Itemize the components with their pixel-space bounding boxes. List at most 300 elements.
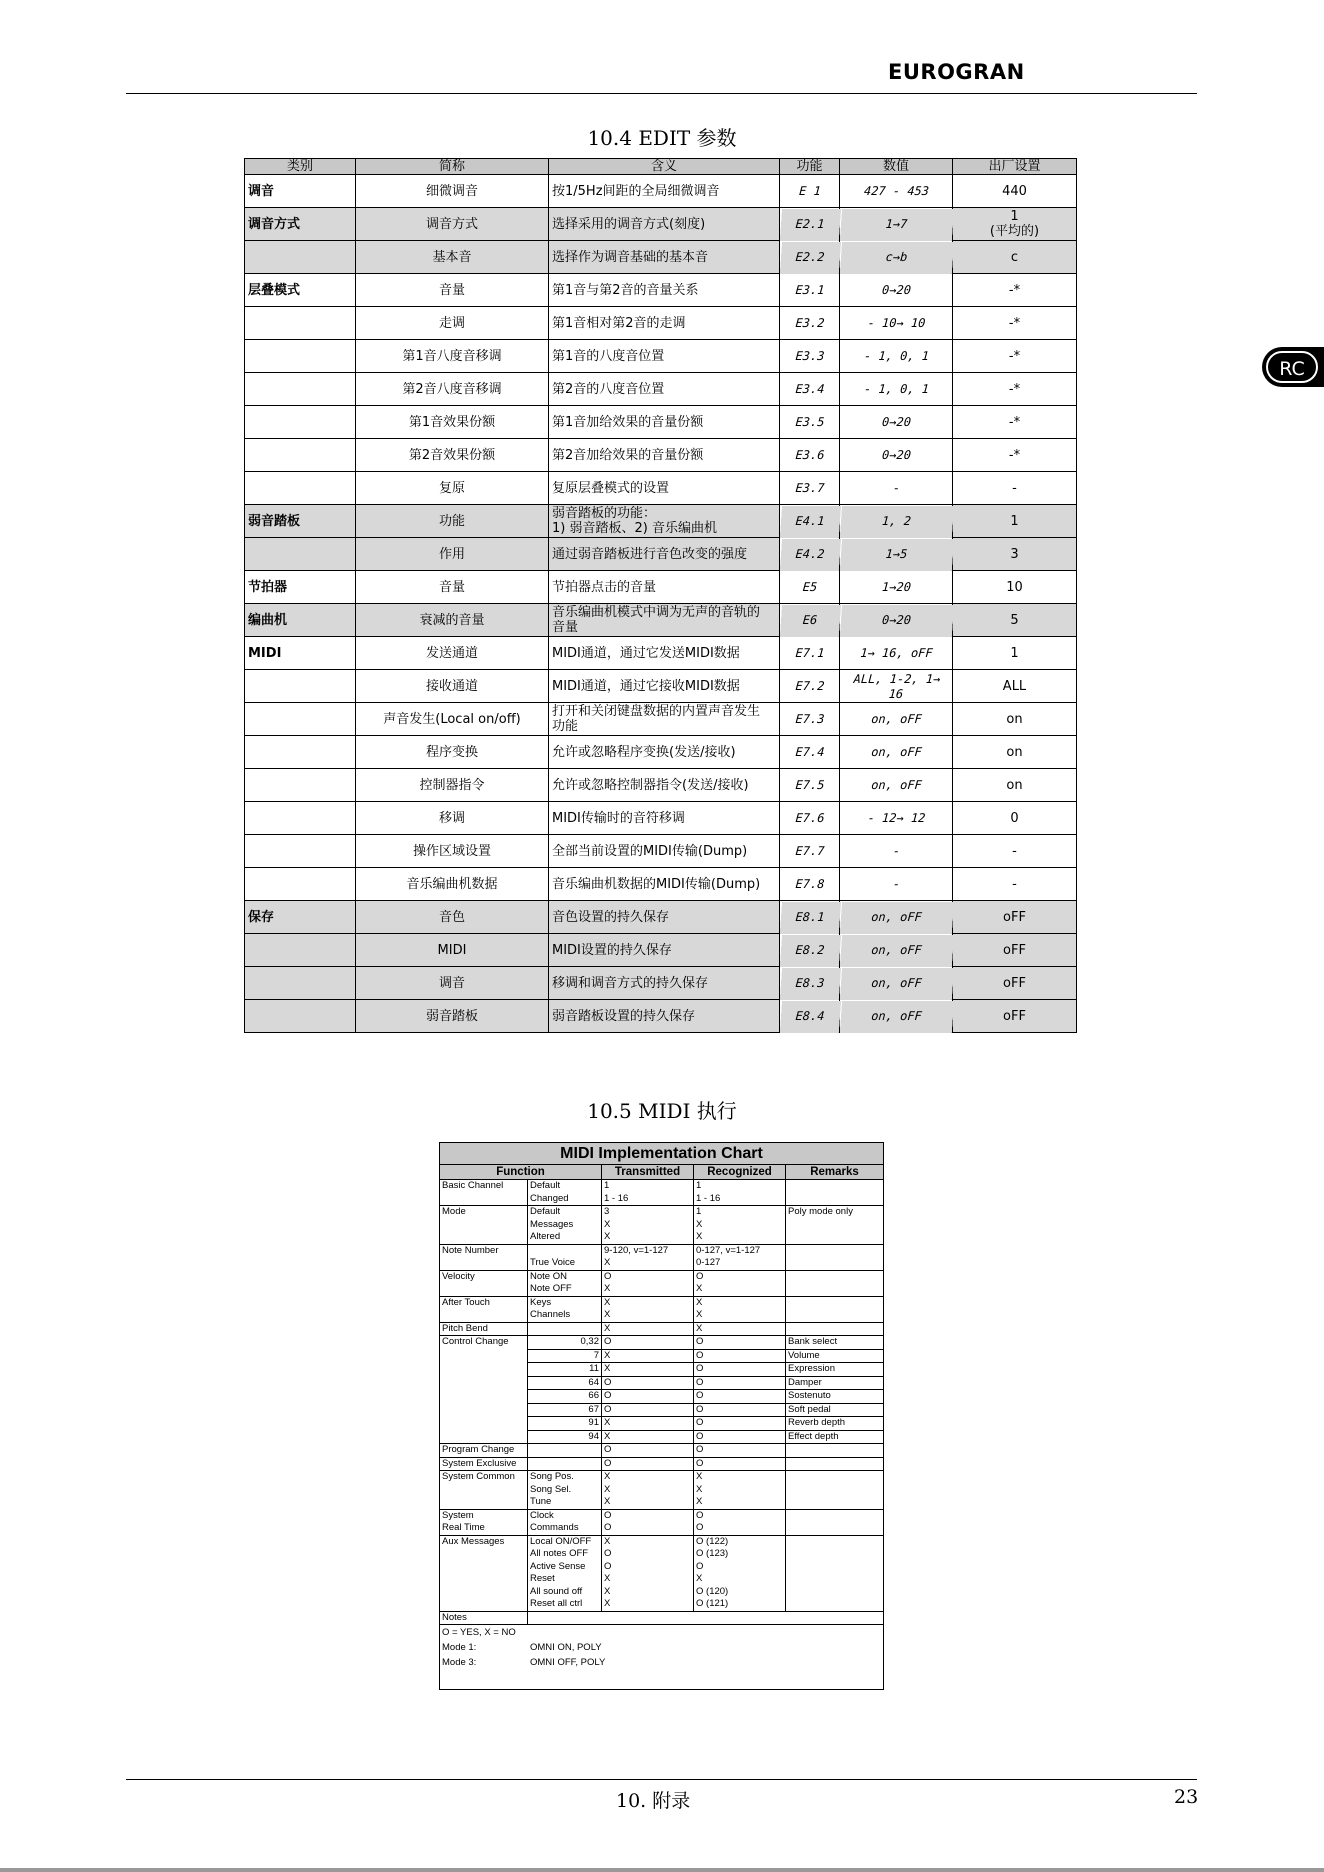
- midi-header-transmitted: Transmitted: [602, 1165, 694, 1180]
- param-category: 弱音踏板: [245, 505, 356, 538]
- midi-function: Basic Channel: [440, 1180, 528, 1206]
- midi-note-line: [442, 1655, 881, 1670]
- param-value-range: on, oFF: [838, 967, 953, 1000]
- param-function-code: E7.5: [778, 769, 840, 802]
- param-abbrev: 程序变换: [356, 736, 549, 769]
- midi-note-key: Mode 1:: [442, 1642, 477, 1653]
- param-abbrev: MIDI: [356, 934, 549, 967]
- param-value-range: 1, 2: [838, 505, 953, 538]
- midi-transmitted: X: [602, 1417, 694, 1431]
- param-value-range: 0→20: [838, 406, 953, 439]
- param-function-code: E3.1: [778, 274, 840, 307]
- edit-table-row: [245, 274, 1077, 307]
- midi-note-line: [442, 1640, 881, 1655]
- midi-remarks: Volume: [786, 1349, 884, 1363]
- midi-note-key: Mode 3:: [442, 1657, 477, 1668]
- midi-transmitted: X: [602, 1322, 694, 1336]
- param-meaning: 第1音相对第2音的走调: [549, 307, 780, 340]
- param-value-range: 1→20: [838, 571, 953, 604]
- param-value-range: 0→20: [838, 274, 953, 307]
- midi-recognized: O: [694, 1430, 786, 1444]
- param-abbrev: 功能: [356, 505, 549, 538]
- midi-sub-function: Song Pos. Song Sel. Tune: [528, 1471, 602, 1510]
- param-category: [245, 340, 356, 373]
- edit-parameter-table: [244, 158, 1077, 1033]
- midi-transmitted: 3 X X: [602, 1206, 694, 1245]
- param-meaning: 允许或忽略程序变换(发送/接收): [549, 736, 780, 769]
- param-value-range: 1→5: [838, 538, 953, 571]
- edit-table-row: [245, 307, 1077, 340]
- param-function-code: E 1: [778, 175, 840, 208]
- midi-sub-function: Clock Commands: [528, 1509, 602, 1535]
- param-value-range: on, oFF: [838, 703, 953, 736]
- param-value-range: on, oFF: [838, 769, 953, 802]
- param-meaning: 第1音加给效果的音量份额: [549, 406, 780, 439]
- edit-table-header: [245, 159, 1077, 175]
- param-abbrev: 调音: [356, 967, 549, 1000]
- midi-transmitted: O: [602, 1403, 694, 1417]
- edit-table-row: [245, 736, 1077, 769]
- param-factory-default: 0: [953, 802, 1077, 835]
- midi-remarks: Soft pedal: [786, 1403, 884, 1417]
- col-header-abbrev: 简称: [356, 159, 549, 175]
- midi-recognized: O: [694, 1336, 786, 1350]
- midi-remarks: [786, 1244, 884, 1270]
- param-category: [245, 967, 356, 1000]
- param-abbrev: 声音发生(Local on/off): [356, 703, 549, 736]
- param-function-code: E7.7: [778, 835, 840, 868]
- param-meaning: 弱音踏板设置的持久保存: [549, 1000, 780, 1033]
- midi-transmitted: X O O X X X: [602, 1535, 694, 1611]
- edit-table-row: [245, 208, 1077, 241]
- midi-chart-title: MIDI Implementation Chart: [440, 1143, 884, 1165]
- param-abbrev: 调音方式: [356, 208, 549, 241]
- param-category: [245, 472, 356, 505]
- midi-transmitted: O: [602, 1336, 694, 1350]
- param-function-code: E7.1: [778, 637, 840, 670]
- midi-function: Control Change: [440, 1336, 528, 1444]
- param-abbrev: 弱音踏板: [356, 1000, 549, 1033]
- param-meaning: 音乐编曲机数据的MIDI传输(Dump): [549, 868, 780, 901]
- param-meaning: 弱音踏板的功能： 1) 弱音踏板、2) 音乐编曲机: [549, 505, 780, 538]
- param-meaning: 第2音的八度音位置: [549, 373, 780, 406]
- param-category: [245, 241, 356, 274]
- param-value-range: on, oFF: [838, 934, 953, 967]
- midi-cc-number: 94: [528, 1430, 602, 1444]
- col-header-function: 功能: [780, 159, 840, 175]
- midi-remarks: [786, 1322, 884, 1336]
- param-value-range: - 1, 0, 1: [838, 340, 953, 373]
- param-category: 编曲机: [245, 604, 356, 637]
- param-factory-default: on: [953, 736, 1077, 769]
- param-factory-default: 1: [953, 637, 1077, 670]
- midi-recognized: O O: [694, 1509, 786, 1535]
- param-abbrev: 衰减的音量: [356, 604, 549, 637]
- param-meaning: MIDI传输时的音符移调: [549, 802, 780, 835]
- midi-transmitted: O: [602, 1390, 694, 1404]
- midi-recognized: X X: [694, 1296, 786, 1322]
- param-factory-default: -: [953, 868, 1077, 901]
- param-factory-default: -: [953, 835, 1077, 868]
- midi-row: [440, 1296, 884, 1322]
- midi-cc-number: 7: [528, 1349, 602, 1363]
- midi-function: Mode: [440, 1206, 528, 1245]
- page-number: 23: [1174, 1786, 1199, 1808]
- edit-table-row: [245, 505, 1077, 538]
- param-category: [245, 934, 356, 967]
- param-factory-default: 440: [953, 175, 1077, 208]
- rc-tab-label: RC: [1266, 351, 1318, 383]
- edit-table-row: [245, 175, 1077, 208]
- midi-cc-number: 67: [528, 1403, 602, 1417]
- midi-function: System Exclusive: [440, 1457, 528, 1471]
- param-category: [245, 802, 356, 835]
- param-value-range: on, oFF: [838, 736, 953, 769]
- param-function-code: E4.1: [778, 505, 840, 538]
- bottom-scan-edge: [0, 1868, 1324, 1872]
- param-factory-default: -*: [953, 340, 1077, 373]
- midi-remarks: [786, 1180, 884, 1206]
- midi-recognized: O: [694, 1417, 786, 1431]
- midi-note-line: [442, 1625, 881, 1640]
- param-meaning: 选择作为调音基础的基本音: [549, 241, 780, 274]
- midi-cc-number: 11: [528, 1363, 602, 1377]
- param-factory-default: 5: [953, 604, 1077, 637]
- param-factory-default: -*: [953, 373, 1077, 406]
- footer-chapter: 10. 附录: [616, 1790, 691, 1812]
- param-function-code: E8.2: [778, 934, 840, 967]
- edit-table-row: [245, 340, 1077, 373]
- param-meaning: 允许或忽略控制器指令(发送/接收): [549, 769, 780, 802]
- param-meaning: 全部当前设置的MIDI传输(Dump): [549, 835, 780, 868]
- midi-recognized: O: [694, 1390, 786, 1404]
- midi-sub-function: Default Changed: [528, 1180, 602, 1206]
- edit-table-row: [245, 1000, 1077, 1033]
- param-category: [245, 439, 356, 472]
- edit-table-row: [245, 538, 1077, 571]
- edit-table-row: [245, 802, 1077, 835]
- midi-note-key: O = YES, X = NO: [442, 1627, 516, 1638]
- param-function-code: E7.6: [778, 802, 840, 835]
- midi-function: Velocity: [440, 1270, 528, 1296]
- midi-remarks: [786, 1296, 884, 1322]
- param-value-range: - 12→ 12: [838, 802, 953, 835]
- param-abbrev: 接收通道: [356, 670, 549, 703]
- col-header-value: 数值: [840, 159, 953, 175]
- midi-sub-function: True Voice: [528, 1244, 602, 1270]
- param-meaning: MIDI设置的持久保存: [549, 934, 780, 967]
- param-value-range: 1→7: [838, 208, 953, 241]
- midi-remarks: Bank select: [786, 1336, 884, 1350]
- midi-sub-function: [528, 1444, 602, 1458]
- midi-recognized: O: [694, 1363, 786, 1377]
- midi-recognized: 0-127, v=1-127 0-127: [694, 1244, 786, 1270]
- param-abbrev: 音乐编曲机数据: [356, 868, 549, 901]
- param-category: [245, 406, 356, 439]
- param-category: [245, 703, 356, 736]
- edit-table-row: [245, 571, 1077, 604]
- midi-sub-function: Note ON Note OFF: [528, 1270, 602, 1296]
- param-meaning: 节拍器点击的音量: [549, 571, 780, 604]
- param-meaning: MIDI通道，通过它发送MIDI数据: [549, 637, 780, 670]
- param-category: [245, 538, 356, 571]
- param-factory-default: 1 (平均的): [953, 208, 1077, 241]
- midi-sub-function: Default Messages Altered: [528, 1206, 602, 1245]
- param-value-range: c→b: [838, 241, 953, 274]
- param-meaning: 音乐编曲机模式中调为无声的音轨的 音量: [549, 604, 780, 637]
- midi-notes-label: Notes: [440, 1611, 528, 1625]
- param-factory-default: on: [953, 703, 1077, 736]
- param-factory-default: 10: [953, 571, 1077, 604]
- midi-transmitted: X: [602, 1349, 694, 1363]
- param-function-code: E7.2: [778, 670, 840, 703]
- param-meaning: 移调和调音方式的持久保存: [549, 967, 780, 1000]
- edit-table-row: [245, 241, 1077, 274]
- param-meaning: 第1音与第2音的音量关系: [549, 274, 780, 307]
- midi-sub-function: Local ON/OFF All notes OFF Active Sense Reset All sound off Reset all ctrl: [528, 1535, 602, 1611]
- midi-row: [440, 1270, 884, 1296]
- midi-notes: [440, 1625, 884, 1690]
- param-meaning: 选择采用的调音方式(刻度): [549, 208, 780, 241]
- midi-transmitted: 1 1 - 16: [602, 1180, 694, 1206]
- edit-table-row: [245, 439, 1077, 472]
- param-abbrev: 操作区域设置: [356, 835, 549, 868]
- param-abbrev: 发送通道: [356, 637, 549, 670]
- midi-remarks: Reverb depth: [786, 1417, 884, 1431]
- param-function-code: E3.3: [778, 340, 840, 373]
- edit-table-row: [245, 901, 1077, 934]
- param-abbrev: 移调: [356, 802, 549, 835]
- midi-transmitted: X: [602, 1430, 694, 1444]
- param-meaning: 第1音的八度音位置: [549, 340, 780, 373]
- col-header-meaning: 含义: [549, 159, 780, 175]
- midi-recognized: O (122) O (123) O X O (120) O (121): [694, 1535, 786, 1611]
- midi-row: [440, 1244, 884, 1270]
- param-value-range: -: [838, 472, 953, 505]
- midi-remarks: [786, 1509, 884, 1535]
- param-abbrev: 音量: [356, 274, 549, 307]
- midi-cc-number: 0,32: [528, 1336, 602, 1350]
- edit-table-row: [245, 967, 1077, 1000]
- midi-remarks: [786, 1535, 884, 1611]
- param-function-code: E2.2: [778, 241, 840, 274]
- midi-transmitted: O: [602, 1444, 694, 1458]
- param-abbrev: 作用: [356, 538, 549, 571]
- midi-row: [440, 1535, 884, 1611]
- param-function-code: E5: [778, 571, 840, 604]
- param-abbrev: 第2音效果份额: [356, 439, 549, 472]
- param-category: 调音方式: [245, 208, 356, 241]
- midi-transmitted: X X: [602, 1296, 694, 1322]
- midi-remarks: Sostenuto: [786, 1390, 884, 1404]
- param-abbrev: 细微调音: [356, 175, 549, 208]
- midi-transmitted: X: [602, 1363, 694, 1377]
- param-function-code: E8.1: [778, 901, 840, 934]
- midi-header-recognized: Recognized: [694, 1165, 786, 1180]
- midi-note-value: OMNI OFF, POLY: [530, 1657, 606, 1668]
- midi-recognized: O: [694, 1444, 786, 1458]
- midi-cc-number: 66: [528, 1390, 602, 1404]
- param-category: [245, 670, 356, 703]
- param-value-range: ALL, 1-2, 1→ 16: [838, 670, 953, 703]
- midi-row: [440, 1180, 884, 1206]
- midi-notes-empty: [528, 1611, 884, 1625]
- param-category: 保存: [245, 901, 356, 934]
- param-value-range: 1→ 16, oFF: [838, 637, 953, 670]
- edit-table-row: [245, 373, 1077, 406]
- param-value-range: 0→20: [838, 604, 953, 637]
- param-meaning: 通过弱音踏板进行音色改变的强度: [549, 538, 780, 571]
- midi-remarks: Damper: [786, 1376, 884, 1390]
- edit-table-row: [245, 604, 1077, 637]
- param-value-range: - 10→ 10: [838, 307, 953, 340]
- midi-recognized: O: [694, 1457, 786, 1471]
- param-meaning: MIDI通道，通过它接收MIDI数据: [549, 670, 780, 703]
- brand-logo: EUROGRAN: [888, 60, 1025, 84]
- midi-implementation-chart: [439, 1142, 884, 1690]
- edit-table-row: [245, 868, 1077, 901]
- param-category: 层叠模式: [245, 274, 356, 307]
- param-category: MIDI: [245, 637, 356, 670]
- param-abbrev: 走调: [356, 307, 549, 340]
- edit-section-title: 10.4 EDIT 参数: [587, 126, 737, 150]
- param-category: 节拍器: [245, 571, 356, 604]
- param-function-code: E4.2: [778, 538, 840, 571]
- midi-function: Aux Messages: [440, 1535, 528, 1611]
- param-function-code: E3.4: [778, 373, 840, 406]
- edit-table-row: [245, 637, 1077, 670]
- param-function-code: E8.3: [778, 967, 840, 1000]
- midi-remarks: Poly mode only: [786, 1206, 884, 1245]
- col-header-category: 类别: [245, 159, 356, 175]
- midi-function: System Common: [440, 1471, 528, 1510]
- param-factory-default: c: [953, 241, 1077, 274]
- param-factory-default: -*: [953, 406, 1077, 439]
- midi-recognized: O X: [694, 1270, 786, 1296]
- param-meaning: 音色设置的持久保存: [549, 901, 780, 934]
- midi-notes-label-row: [440, 1611, 884, 1625]
- header-rule: [126, 93, 1197, 94]
- midi-recognized: O: [694, 1403, 786, 1417]
- midi-row: [440, 1322, 884, 1336]
- param-function-code: E7.8: [778, 868, 840, 901]
- param-value-range: 427 - 453: [838, 175, 953, 208]
- param-factory-default: oFF: [953, 901, 1077, 934]
- param-function-code: E3.5: [778, 406, 840, 439]
- midi-remarks: [786, 1444, 884, 1458]
- param-value-range: on, oFF: [838, 901, 953, 934]
- param-abbrev: 音量: [356, 571, 549, 604]
- param-factory-default: oFF: [953, 1000, 1077, 1033]
- midi-function: After Touch: [440, 1296, 528, 1322]
- midi-transmitted: O: [602, 1457, 694, 1471]
- midi-recognized: 1 X X: [694, 1206, 786, 1245]
- param-function-code: E7.3: [778, 703, 840, 736]
- param-abbrev: 复原: [356, 472, 549, 505]
- param-category: [245, 736, 356, 769]
- param-value-range: on, oFF: [838, 1000, 953, 1033]
- edit-table-row: [245, 769, 1077, 802]
- param-function-code: E3.6: [778, 439, 840, 472]
- param-abbrev: 第1音效果份额: [356, 406, 549, 439]
- param-function-code: E8.4: [778, 1000, 840, 1033]
- midi-row: [440, 1457, 884, 1471]
- param-factory-default: ALL: [953, 670, 1077, 703]
- midi-recognized: X X X: [694, 1471, 786, 1510]
- param-category: [245, 769, 356, 802]
- param-abbrev: 第1音八度音移调: [356, 340, 549, 373]
- param-meaning: 打开和关闭键盘数据的内置声音发生 功能: [549, 703, 780, 736]
- edit-table-row: [245, 703, 1077, 736]
- edit-table-row: [245, 934, 1077, 967]
- midi-remarks: [786, 1457, 884, 1471]
- midi-header-remarks: Remarks: [786, 1165, 884, 1180]
- param-factory-default: 3: [953, 538, 1077, 571]
- midi-recognized: 1 1 - 16: [694, 1180, 786, 1206]
- param-meaning: 复原层叠模式的设置: [549, 472, 780, 505]
- midi-notes-row: [440, 1625, 884, 1690]
- param-abbrev: 音色: [356, 901, 549, 934]
- param-category: [245, 835, 356, 868]
- midi-cc-row: [440, 1336, 884, 1350]
- midi-cc-number: 64: [528, 1376, 602, 1390]
- midi-remarks: [786, 1471, 884, 1510]
- param-function-code: E6: [778, 604, 840, 637]
- edit-table-row: [245, 406, 1077, 439]
- param-category: [245, 1000, 356, 1033]
- param-abbrev: 基本音: [356, 241, 549, 274]
- midi-sub-function: [528, 1322, 602, 1336]
- footer-rule: [126, 1779, 1197, 1780]
- midi-remarks: Effect depth: [786, 1430, 884, 1444]
- param-category: [245, 868, 356, 901]
- midi-transmitted: X X X: [602, 1471, 694, 1510]
- midi-sub-function: Keys Channels: [528, 1296, 602, 1322]
- midi-note-value: OMNI ON, POLY: [530, 1642, 602, 1653]
- midi-row: [440, 1206, 884, 1245]
- midi-recognized: O: [694, 1349, 786, 1363]
- param-factory-default: -*: [953, 439, 1077, 472]
- param-value-range: 0→20: [838, 439, 953, 472]
- midi-transmitted: O X: [602, 1270, 694, 1296]
- midi-transmitted: O O: [602, 1509, 694, 1535]
- param-function-code: E3.7: [778, 472, 840, 505]
- midi-remarks: [786, 1270, 884, 1296]
- midi-section-title: 10.5 MIDI 执行: [587, 1099, 737, 1123]
- param-meaning: 按1/5Hz间距的全局细微调音: [549, 175, 780, 208]
- midi-sub-function: [528, 1457, 602, 1471]
- midi-row: [440, 1509, 884, 1535]
- param-abbrev: 控制器指令: [356, 769, 549, 802]
- col-header-default: 出厂设置: [953, 159, 1077, 175]
- param-abbrev: 第2音八度音移调: [356, 373, 549, 406]
- edit-table-row: [245, 835, 1077, 868]
- midi-function: Note Number: [440, 1244, 528, 1270]
- midi-cc-number: 91: [528, 1417, 602, 1431]
- param-factory-default: oFF: [953, 934, 1077, 967]
- midi-recognized: X: [694, 1322, 786, 1336]
- midi-row: [440, 1471, 884, 1510]
- param-value-range: -: [838, 868, 953, 901]
- midi-recognized: O: [694, 1376, 786, 1390]
- param-category: 调音: [245, 175, 356, 208]
- param-meaning: 第2音加给效果的音量份额: [549, 439, 780, 472]
- param-factory-default: -*: [953, 274, 1077, 307]
- param-factory-default: on: [953, 769, 1077, 802]
- midi-transmitted: 9-120, v=1-127 X: [602, 1244, 694, 1270]
- edit-table-row: [245, 670, 1077, 703]
- edit-table-row: [245, 472, 1077, 505]
